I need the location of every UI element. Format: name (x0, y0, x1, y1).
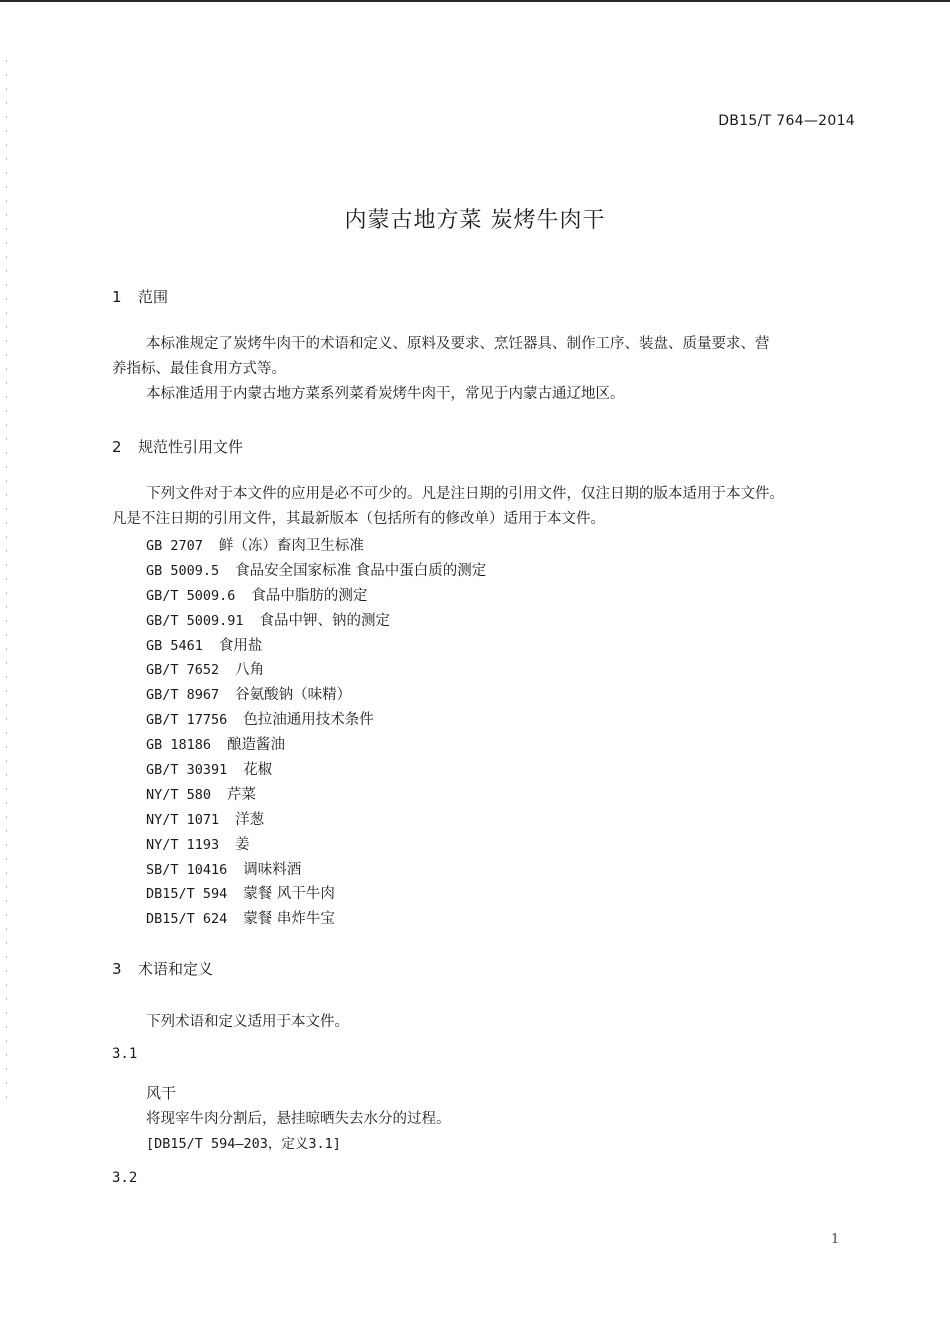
reference-title: 八角 (235, 662, 265, 679)
document-title: 内蒙古地方菜 炭烤牛肉干 (344, 208, 606, 233)
section-2-heading (112, 436, 243, 457)
reference-code: NY/T 1193 (146, 836, 220, 853)
reference-code: GB 2707 (146, 538, 203, 554)
reference-title: 姜 (235, 836, 250, 853)
reference-title: 谷氨酸钠（味精） (235, 687, 352, 704)
section-3-heading (112, 958, 213, 979)
document-id: DB15/T 764—2014 (718, 113, 855, 129)
term-number: 3.1 (112, 1046, 138, 1062)
reference-item (146, 907, 486, 932)
reference-item (146, 634, 486, 659)
reference-item (146, 584, 486, 609)
reference-item (146, 733, 486, 758)
reference-code: GB 18186 (146, 737, 212, 754)
page-top-edge (0, 0, 950, 2)
section-title: 规范性引用文件 (138, 438, 244, 456)
reference-title: 蒙餐 串炸牛宝 (243, 911, 335, 928)
section-1-heading (112, 286, 168, 307)
section-number: 3 (112, 960, 122, 978)
reference-item (146, 783, 486, 808)
section-3-intro: 下列术语和定义适用于本文件。 (146, 1014, 349, 1030)
reference-title: 食用盐 (218, 637, 263, 654)
reference-item (146, 534, 486, 559)
section-number: 2 (112, 438, 122, 456)
section-title: 范围 (138, 288, 169, 306)
term-source: [DB15/T 594—203，定义3.1] (146, 1136, 341, 1152)
page-number: 1 (831, 1232, 840, 1247)
reference-item (146, 808, 486, 833)
reference-code: GB/T 8967 (146, 687, 220, 704)
section-title: 术语和定义 (138, 960, 214, 978)
reference-item (146, 833, 486, 858)
reference-code: GB/T 30391 (146, 762, 228, 779)
paragraph-line: 下列文件对于本文件的应用是必不可少的。凡是注日期的引用文件，仅注日期的版本适用于本文件。 (146, 486, 784, 502)
term-name: 风干 (146, 1084, 177, 1102)
reference-title: 食品中钾、钠的测定 (259, 612, 391, 629)
reference-title: 食品安全国家标准 食品中蛋白质的测定 (235, 562, 487, 579)
reference-item (146, 858, 486, 883)
reference-code: GB 5461 (146, 637, 203, 654)
reference-code: NY/T 580 (146, 786, 212, 803)
reference-title: 酿造酱油 (227, 737, 286, 754)
reference-code: GB 5009.5 (146, 562, 220, 579)
reference-title: 色拉油通用技术条件 (243, 712, 374, 729)
paragraph-line: 本标准规定了炭烤牛肉干的术语和定义、原料及要求、烹饪器具、制作工序、装盘、质量要求、营 (146, 336, 770, 352)
section-2-intro (112, 482, 857, 532)
reference-title: 洋葱 (235, 811, 265, 828)
paragraph-line: 凡是不注日期的引用文件，其最新版本（包括所有的修改单）适用于本文件。 (112, 511, 605, 527)
term-number: 3.2 (112, 1170, 138, 1186)
reference-code: GB/T 17756 (146, 712, 228, 729)
reference-title: 食品中脂肪的测定 (251, 587, 368, 604)
section-number: 1 (112, 288, 122, 306)
reference-title: 花椒 (243, 762, 273, 779)
reference-item (146, 559, 486, 584)
reference-item (146, 683, 486, 708)
reference-title: 蒙餐 风干牛肉 (243, 886, 335, 903)
reference-code: NY/T 1071 (146, 811, 220, 828)
reference-item (146, 708, 486, 733)
reference-item (146, 758, 486, 783)
reference-code: DB15/T 594 (146, 886, 228, 903)
reference-item (146, 658, 486, 683)
reference-code: GB/T 7652 (146, 662, 220, 679)
reference-title: 调味料酒 (243, 861, 302, 878)
reference-title: 芹菜 (227, 786, 257, 803)
normative-references-list (146, 534, 486, 932)
term-definition: 将现宰牛肉分割后，悬挂晾晒失去水分的过程。 (146, 1111, 451, 1127)
section-1-paragraph (112, 332, 857, 407)
reference-item (146, 609, 486, 634)
reference-code: GB/T 5009.6 (146, 587, 236, 604)
paragraph-line: 本标准适用于内蒙古地方菜系列菜肴炭烤牛肉干，常见于内蒙古通辽地区。 (146, 386, 625, 402)
paragraph-line: 养指标、最佳食用方式等。 (112, 361, 286, 377)
reference-code: DB15/T 624 (146, 911, 228, 928)
reference-code: GB/T 5009.91 (146, 612, 244, 629)
reference-code: SB/T 10416 (146, 861, 228, 878)
reference-item (146, 882, 486, 907)
reference-title: 鲜（冻）畜肉卫生标准 (218, 538, 364, 554)
